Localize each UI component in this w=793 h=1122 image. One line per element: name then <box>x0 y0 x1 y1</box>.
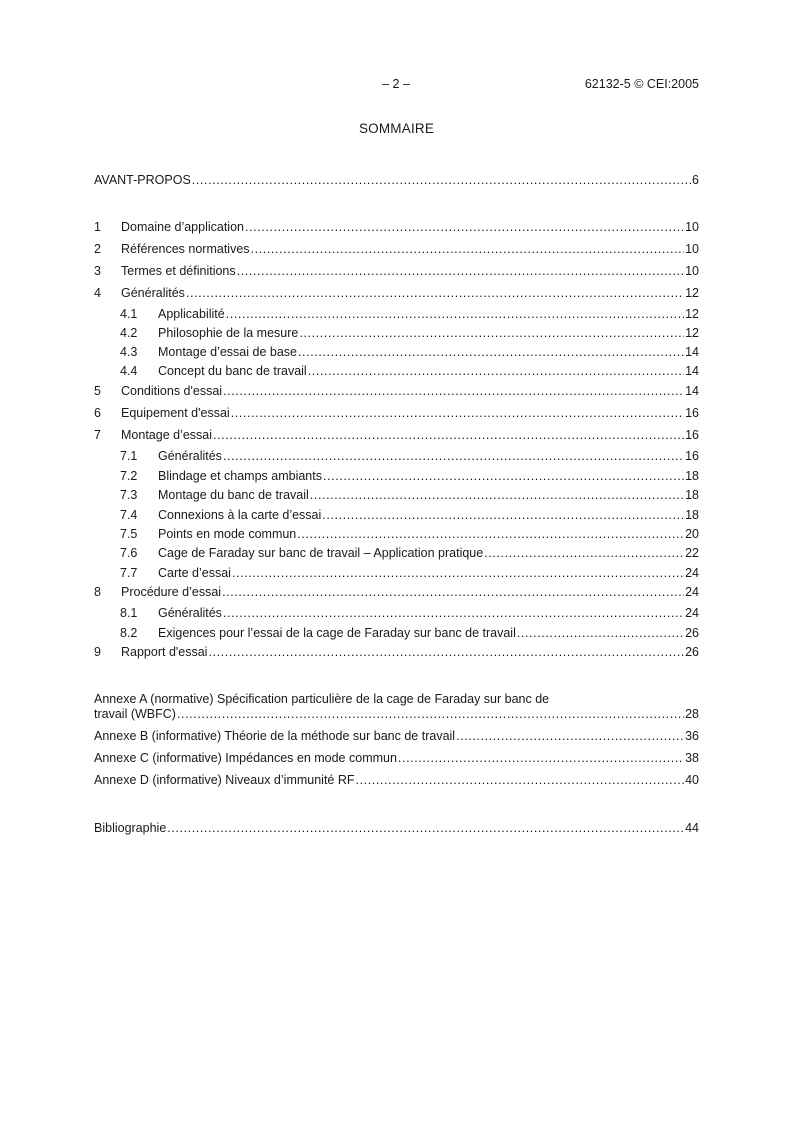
toc-entry-number: 7.3 <box>120 488 138 502</box>
toc-entry-clause-3[interactable] <box>94 264 699 279</box>
leader-dots <box>298 345 684 360</box>
toc-entry-clause-8-1[interactable] <box>120 606 699 621</box>
toc-entry-page: 16 <box>685 428 699 442</box>
toc-entry-label: Annexe C (informative) Impédances en mode commun <box>94 751 397 765</box>
toc-entry-page: 16 <box>685 449 699 463</box>
leader-dots <box>323 469 684 484</box>
leader-dots <box>456 729 684 744</box>
toc-entry-label: Annexe D (informative) Niveaux d’immunité RF <box>94 773 355 787</box>
toc-entry-clause-1[interactable] <box>94 220 699 235</box>
toc-entry-clause-4-2[interactable] <box>120 326 699 341</box>
toc-entry-number: 8 <box>94 585 101 599</box>
toc-entry-number: 3 <box>94 264 101 278</box>
toc-entry-label: Bibliographie <box>94 821 167 835</box>
toc-entry-clause-4-4[interactable] <box>120 364 699 379</box>
toc-entry-page: 10 <box>685 242 699 256</box>
toc-entry-page: 44 <box>685 821 699 835</box>
toc-entry-clause-4[interactable] <box>94 286 699 301</box>
page-number: – 2 – <box>382 77 410 91</box>
toc-entry-clause-4-3[interactable] <box>120 345 699 360</box>
toc-entry-page: 24 <box>685 606 699 620</box>
leader-dots <box>517 626 684 641</box>
leader-dots <box>186 286 684 301</box>
toc-entry-clause-7[interactable] <box>94 428 699 443</box>
toc-entry-number: 7 <box>94 428 101 442</box>
toc-entry-label: Montage d’essai de base <box>158 345 297 359</box>
toc-entry-number: 7.6 <box>120 546 138 560</box>
leader-dots <box>231 406 684 421</box>
toc-entry-label: Montage du banc de travail <box>158 488 309 502</box>
leader-dots <box>237 264 684 279</box>
toc-entry-annex-d[interactable] <box>94 773 699 788</box>
document-reference: 62132-5 © CEI:2005 <box>584 77 699 91</box>
toc-entry-label: Equipement d'essai <box>121 406 230 420</box>
toc-entry-page: 28 <box>685 707 699 721</box>
toc-entry-label: Termes et définitions <box>121 264 236 278</box>
toc-entry-page: 26 <box>685 645 699 659</box>
toc-entry-page: 18 <box>685 488 699 502</box>
leader-dots <box>484 546 684 561</box>
toc-entry-clause-5[interactable] <box>94 384 699 399</box>
toc-entry-label: Généralités <box>158 449 222 463</box>
toc-entry-label: Carte d’essai <box>158 566 231 580</box>
leader-dots <box>398 751 684 766</box>
toc-entry-continuation <box>94 707 699 722</box>
toc-entry-page: 26 <box>685 626 699 640</box>
toc-entry-clause-7-6[interactable] <box>120 546 699 561</box>
toc-entry-clause-7-1[interactable] <box>120 449 699 464</box>
leader-dots <box>167 821 684 836</box>
toc-entry-label: Références normatives <box>121 242 250 256</box>
toc-entry-label: Conditions d'essai <box>121 384 223 398</box>
leader-dots <box>177 707 684 722</box>
toc-entry-page: 24 <box>685 566 699 580</box>
leader-dots <box>322 508 684 523</box>
toc-entry-label: Applicabilité <box>158 307 225 321</box>
toc-entry-number: 4.3 <box>120 345 138 359</box>
leader-dots <box>356 773 685 788</box>
toc-entry-clause-7-4[interactable] <box>120 508 699 523</box>
toc-entry-label: Généralités <box>158 606 222 620</box>
leader-dots <box>223 449 684 464</box>
toc-entry-clause-8[interactable] <box>94 585 699 600</box>
toc-entry-clause-9[interactable] <box>94 645 699 660</box>
toc-entry-label: Philosophie de la mesure <box>158 326 299 340</box>
toc-entry-number: 7.5 <box>120 527 138 541</box>
leader-dots <box>251 242 685 257</box>
toc-entry-label: Exigences pour l’essai de la cage de Faraday sur banc de travail <box>158 626 516 640</box>
toc-entry-annex-a[interactable] <box>94 692 699 722</box>
toc-entry-number: 4.4 <box>120 364 138 378</box>
toc-entry-page: 18 <box>685 469 699 483</box>
leader-dots <box>192 173 691 188</box>
toc-entry-page: 20 <box>685 527 699 541</box>
toc-entry-page: 22 <box>685 546 699 560</box>
toc-entry-page: 40 <box>685 773 699 787</box>
toc-entry-page: 10 <box>685 220 699 234</box>
toc-entry-clause-6[interactable] <box>94 406 699 421</box>
toc-entry-number: 8.1 <box>120 606 138 620</box>
toc-entry-page: 16 <box>685 406 699 420</box>
toc-entry-label: Annexe B (informative) Théorie de la méthode sur banc de travail <box>94 729 456 743</box>
toc-entry-label: Connexions à la carte d’essai <box>158 508 322 522</box>
toc-entry-page: 12 <box>685 286 699 300</box>
toc-entry-label: Points en mode commun <box>158 527 297 541</box>
toc-entry-label: Procédure d’essai <box>121 585 222 599</box>
toc-entry-label: Domaine d’application <box>121 220 244 234</box>
toc-entry-page: 18 <box>685 508 699 522</box>
toc-entry-foreword[interactable] <box>94 173 699 188</box>
leader-dots <box>299 326 684 341</box>
toc-entry-clause-7-5[interactable] <box>120 527 699 542</box>
toc-entry-clause-4-1[interactable] <box>120 307 699 322</box>
leader-dots <box>223 384 684 399</box>
toc-entry-number: 2 <box>94 242 101 256</box>
toc-entry-annex-b[interactable] <box>94 729 699 744</box>
toc-entry-number: 7.7 <box>120 566 138 580</box>
leader-dots <box>213 428 684 443</box>
toc-entry-label: Cage de Faraday sur banc de travail – Application pratique <box>158 546 484 560</box>
toc-entry-clause-8-2[interactable] <box>120 626 699 641</box>
toc-entry-page: 12 <box>685 307 699 321</box>
toc-entry-page: 36 <box>685 729 699 743</box>
leader-dots <box>222 585 684 600</box>
toc-entry-number: 8.2 <box>120 626 138 640</box>
leader-dots <box>223 606 684 621</box>
toc-entry-clause-7-2[interactable] <box>120 469 699 484</box>
leader-dots <box>245 220 684 235</box>
toc-entry-clause-7-7[interactable] <box>120 566 699 581</box>
page-title: SOMMAIRE <box>358 121 435 136</box>
toc-entry-label: Concept du banc de travail <box>158 364 307 378</box>
toc-entry-clause-2[interactable] <box>94 242 699 257</box>
toc-entry-number: 1 <box>94 220 101 234</box>
toc-entry-label: AVANT-PROPOS <box>94 173 191 187</box>
toc-entry-number: 4 <box>94 286 101 300</box>
toc-entry-label: Blindage et champs ambiants <box>158 469 322 483</box>
toc-entry-number: 7.4 <box>120 508 138 522</box>
toc-entry-page: 14 <box>685 384 699 398</box>
leader-dots <box>297 527 684 542</box>
toc-entry-label: travail (WBFC) <box>94 707 176 721</box>
toc-entry-number: 9 <box>94 645 101 659</box>
toc-entry-clause-7-3[interactable] <box>120 488 699 503</box>
leader-dots <box>226 307 684 322</box>
toc-entry-label: Rapport d'essai <box>121 645 208 659</box>
toc-entry-annex-c[interactable] <box>94 751 699 766</box>
toc-entry-page: 38 <box>685 751 699 765</box>
toc-entry-page: 24 <box>685 585 699 599</box>
leader-dots <box>208 645 684 660</box>
toc-entry-page: 14 <box>685 364 699 378</box>
leader-dots <box>232 566 684 581</box>
toc-entry-label: Généralités <box>121 286 185 300</box>
toc-entry-page: 12 <box>685 326 699 340</box>
toc-entry-page: 6 <box>692 173 699 187</box>
toc-entry-number: 5 <box>94 384 101 398</box>
toc-entry-bibliography[interactable] <box>94 821 699 836</box>
toc-entry-label: Montage d’essai <box>121 428 213 442</box>
toc-entry-label: Annexe A (normative) Spécification particulière de la cage de Faraday sur banc de <box>94 692 550 706</box>
leader-dots <box>310 488 684 503</box>
toc-entry-number: 4.2 <box>120 326 138 340</box>
toc-entry-page: 10 <box>685 264 699 278</box>
toc-entry-number: 6 <box>94 406 101 420</box>
toc-entry-page: 14 <box>685 345 699 359</box>
toc-entry-number: 7.2 <box>120 469 138 483</box>
toc-entry-number: 7.1 <box>120 449 138 463</box>
toc-entry-number: 4.1 <box>120 307 138 321</box>
leader-dots <box>308 364 684 379</box>
